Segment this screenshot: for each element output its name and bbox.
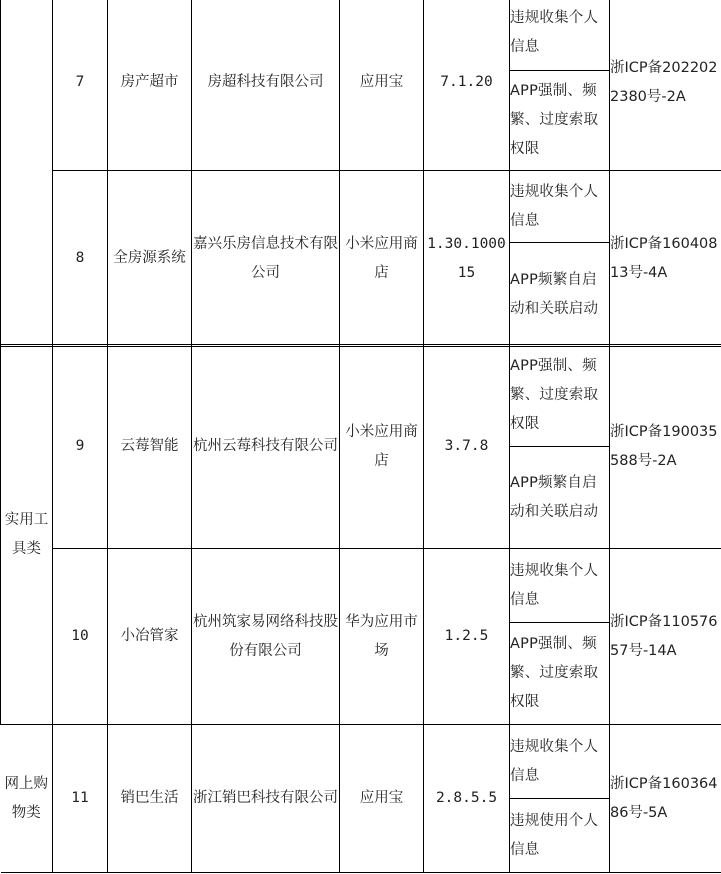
app-version: 1.2.5 xyxy=(424,549,510,725)
row-index: 11 xyxy=(53,725,108,873)
issue-cell: APP频繁自启动和关联启动 xyxy=(510,243,610,347)
category-cell xyxy=(1,0,53,347)
company-name: 杭州云莓科技有限公司 xyxy=(192,345,340,549)
company-name: 浙江销巴科技有限公司 xyxy=(192,725,340,873)
app-store: 应用宝 xyxy=(340,725,424,873)
row-index: 7 xyxy=(53,0,108,171)
table-row xyxy=(1,345,721,447)
app-store: 小米应用商店 xyxy=(340,345,424,549)
issue-cell: 违规收集个人信息 xyxy=(510,549,610,623)
table-row xyxy=(1,171,721,243)
icp-number: 浙ICP备16040813号-4A xyxy=(610,171,721,347)
table-row xyxy=(1,549,721,623)
table-row xyxy=(1,0,721,71)
app-name: 云莓智能 xyxy=(108,345,192,549)
issue-cell: APP强制、频繁、过度索取权限 xyxy=(510,345,610,447)
issue-cell: APP强制、频繁、过度索取权限 xyxy=(510,71,610,171)
company-name: 房超科技有限公司 xyxy=(192,0,340,171)
app-name: 销巴生活 xyxy=(108,725,192,873)
app-name: 全房源系统 xyxy=(108,171,192,347)
row-index: 10 xyxy=(53,549,108,725)
app-version: 3.7.8 xyxy=(424,345,510,549)
company-name: 杭州筑家易网络科技股份有限公司 xyxy=(192,549,340,725)
company-name: 嘉兴乐房信息技术有限公司 xyxy=(192,171,340,347)
issue-cell: APP强制、频繁、过度索取权限 xyxy=(510,623,610,725)
app-violation-table-lower xyxy=(0,344,721,873)
issue-cell: 违规收集个人信息 xyxy=(510,171,610,243)
icp-number: 浙ICP备2022022380号-2A xyxy=(610,0,721,171)
row-index: 8 xyxy=(53,171,108,347)
issue-cell: 违规使用个人信息 xyxy=(510,799,610,873)
app-store: 华为应用市场 xyxy=(340,549,424,725)
app-store: 应用宝 xyxy=(340,0,424,171)
app-violation-table xyxy=(0,0,721,347)
app-version: 7.1.20 xyxy=(424,0,510,171)
table-row xyxy=(1,725,721,799)
app-name: 小冶管家 xyxy=(108,549,192,725)
app-name: 房产超市 xyxy=(108,0,192,171)
app-store: 小米应用商店 xyxy=(340,171,424,347)
row-index: 9 xyxy=(53,345,108,549)
issue-cell: 违规收集个人信息 xyxy=(510,0,610,71)
app-version: 1.30.100015 xyxy=(424,171,510,347)
icp-number: 浙ICP备16036486号-5A xyxy=(610,725,721,873)
icp-number: 浙ICP备11057657号-14A xyxy=(610,549,721,725)
category-cell: 实用工具类 xyxy=(1,345,53,725)
issue-cell: APP频繁自启动和关联启动 xyxy=(510,447,610,549)
category-cell: 网上购物类 xyxy=(1,725,53,873)
issue-cell: 违规收集个人信息 xyxy=(510,725,610,799)
icp-number: 浙ICP备190035588号-2A xyxy=(610,345,721,549)
app-version: 2.8.5.5 xyxy=(424,725,510,873)
